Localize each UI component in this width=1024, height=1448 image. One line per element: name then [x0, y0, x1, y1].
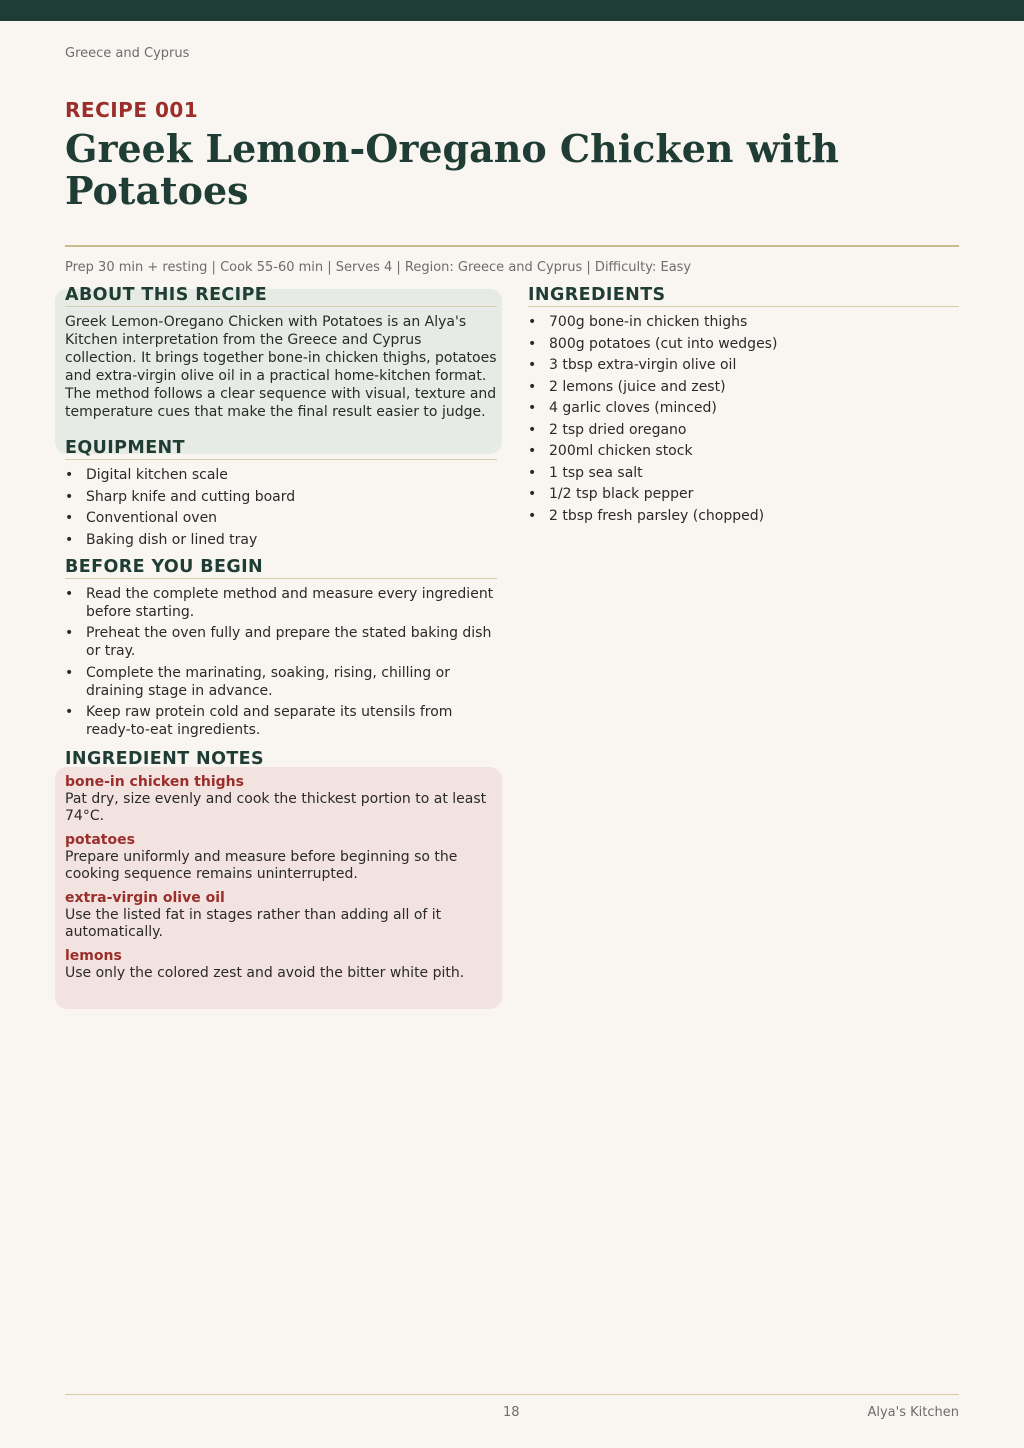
ingredient-item: • 1 tsp sea salt	[528, 464, 959, 482]
list-item: • Complete the marinating, soaking, rising, chilling or draining stage in advance.	[65, 664, 497, 700]
ingredient-item: • 700g bone-in chicken thighs	[528, 313, 959, 331]
list-item: • Baking dish or lined tray	[65, 531, 497, 549]
equipment-heading: EQUIPMENT	[65, 439, 497, 460]
ingredient-item: • 2 tsp dried oregano	[528, 421, 959, 439]
note-text: Use the listed fat in stages rather than adding all of it automatically.	[65, 907, 442, 940]
note-text: Use only the colored zest and avoid the bitter white pith.	[65, 965, 465, 981]
about-heading: ABOUT THIS RECIPE	[65, 286, 497, 307]
footer-divider	[65, 1394, 959, 1395]
ingredient-item: • 3 tbsp extra-virgin olive oil	[528, 356, 959, 374]
ingredient-item: • 1/2 tsp black pepper	[528, 485, 959, 503]
list-item: • Digital kitchen scale	[65, 466, 497, 484]
equipment-section	[65, 439, 497, 549]
equipment-list	[65, 466, 497, 549]
right-column	[528, 286, 959, 528]
list-item: • Keep raw protein cold and separate its utensils from ready-to-eat ingredients.	[65, 703, 497, 739]
note-name: lemons	[65, 948, 122, 964]
list-item: • Preheat the oven fully and prepare the stated baking dish or tray.	[65, 624, 497, 660]
ingredients-heading: INGREDIENTS	[528, 286, 959, 307]
region-label: Greece and Cyprus	[65, 46, 190, 61]
about-section	[65, 286, 497, 421]
note-text: Pat dry, size evenly and cook the thickest portion to at least 74°C.	[65, 791, 487, 824]
list-item: • Conventional oven	[65, 509, 497, 527]
note-name: bone-in chicken thighs	[65, 774, 244, 790]
left-column	[65, 286, 497, 989]
top-bar	[0, 0, 1024, 21]
notes-heading: INGREDIENT NOTES	[65, 749, 265, 769]
note-name: extra-virgin olive oil	[65, 890, 225, 906]
ingredient-item: • 2 tbsp fresh parsley (chopped)	[528, 507, 959, 525]
note-name: potatoes	[65, 832, 135, 848]
before-list	[65, 585, 497, 740]
before-section	[65, 558, 497, 740]
ingredient-item: • 200ml chicken stock	[528, 442, 959, 460]
before-heading: BEFORE YOU BEGIN	[65, 558, 497, 579]
page-number: 18	[503, 1405, 520, 1420]
notes-section	[65, 750, 497, 982]
ingredient-item: • 800g potatoes (cut into wedges)	[528, 335, 959, 353]
ingredients-list	[528, 313, 959, 525]
title-divider	[65, 245, 959, 247]
list-item: • Read the complete method and measure every ingredient before starting.	[65, 585, 497, 621]
about-text: Greek Lemon-Oregano Chicken with Potatoes is an Alya's Kitchen interpretation from the Greece and Cyprus collection. It brings together bone-in chicken thighs, potatoes and extra-virgin olive oil in a practical home-kitchen format. The method follows a clear sequence with visual, texture and temperature cues that make the final result easier to judge.	[65, 314, 497, 420]
recipe-meta: Prep 30 min + resting | Cook 55-60 min | Serves 4 | Region: Greece and Cyprus | Difficulty: Easy	[65, 260, 692, 275]
ingredient-item: • 2 lemons (juice and zest)	[528, 378, 959, 396]
footer-brand: Alya's Kitchen	[867, 1405, 959, 1420]
recipe-number: RECIPE 001	[65, 98, 199, 122]
note-text: Prepare uniformly and measure before beginning so the cooking sequence remains uninterrupted.	[65, 849, 458, 882]
list-item: • Sharp knife and cutting board	[65, 488, 497, 506]
ingredient-item: • 4 garlic cloves (minced)	[528, 399, 959, 417]
page-title: Greek Lemon-Oregano Chicken with Potatoes	[65, 126, 840, 213]
